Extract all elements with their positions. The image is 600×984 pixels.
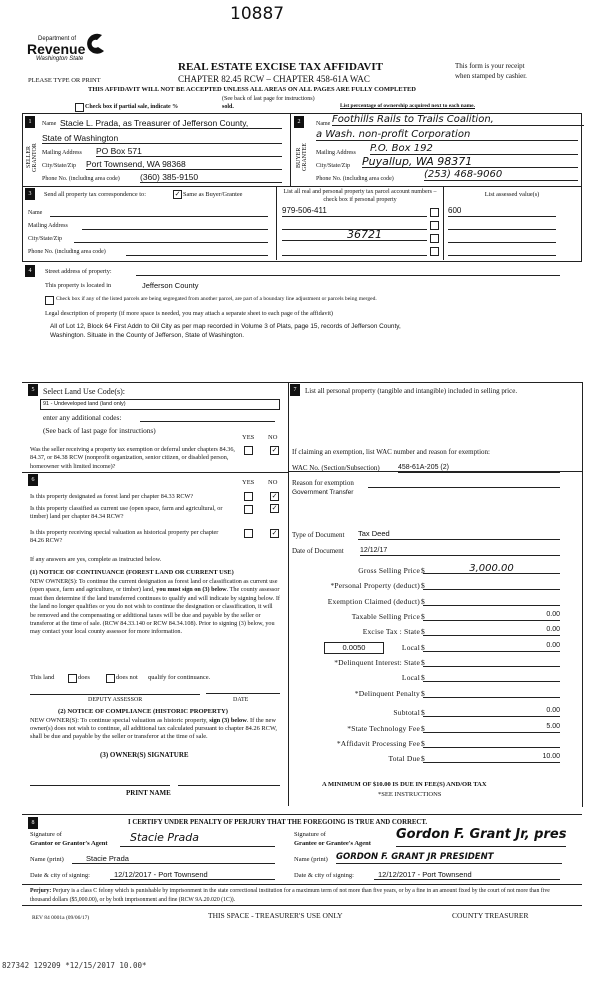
logo-icon	[84, 32, 106, 56]
doc-type-label: Type of Document	[292, 531, 345, 539]
forest-question: Is this property designated as forest land per chapter 84.33 RCW?	[30, 493, 194, 500]
historic-yes-checkbox[interactable]	[244, 529, 253, 538]
label: Mailing Address	[28, 223, 68, 229]
notice-continuance-title: (1) NOTICE OF CONTINUANCE (FOREST LAND OR CURRENT USE)	[30, 569, 234, 576]
amount-field[interactable]: 5.00	[423, 723, 560, 733]
assessed-header: List assessed value(s)	[484, 191, 540, 198]
personal-property-checkbox[interactable]	[430, 247, 439, 256]
warning-text: THIS AFFIDAVIT WILL NOT BE ACCEPTED UNLESS ALL AREAS ON ALL PAGES ARE FULLY COMPLETED	[88, 86, 416, 93]
amount-label: *Affidavit Processing Fee	[336, 739, 420, 748]
forest-no-checkbox[interactable]: ✓	[271, 492, 278, 500]
seller-city-field[interactable]: Port Townsend, WA 98368	[86, 160, 282, 170]
wac-field[interactable]: 458-61A-205 (2)	[398, 464, 560, 473]
buyer-city-field[interactable]: Puyallup, WA 98371	[362, 156, 578, 168]
label: Signature of	[294, 831, 326, 838]
amount-field[interactable]: 0.00	[423, 626, 560, 636]
label: Date & city of signing:	[30, 872, 90, 879]
located-label: This property is located in	[45, 282, 112, 289]
cashier-stamp: 827342 129209 *12/15/2017 10.00*	[2, 961, 147, 970]
label: Phone No. (including area code)	[42, 176, 120, 182]
label: Name (print)	[294, 856, 328, 863]
document-number: 10887	[230, 4, 285, 24]
amount-label: Subtotal	[393, 708, 420, 717]
receipt-note: when stamped by cashier.	[455, 72, 527, 80]
land-use-label: Select Land Use Code(s):	[43, 387, 125, 396]
section-number: 8	[28, 817, 38, 829]
notice-text: NEW OWNER(S): To continue special valuation as historic property,	[30, 717, 210, 724]
additional-codes-field[interactable]	[140, 421, 275, 422]
personal-property-checkbox[interactable]	[430, 221, 439, 230]
logo-text: Department of	[38, 36, 77, 42]
wac-label: WAC No. (Section/Subsection)	[292, 464, 380, 472]
personal-property-label: List all personal property (tangible and intangible) included in selling price.	[305, 387, 518, 395]
section-number: 7	[290, 384, 300, 396]
seller-phone-field[interactable]: (360) 385-9150	[140, 173, 282, 183]
see-instructions: *SEE INSTRUCTIONS	[378, 791, 442, 798]
label: City/State/Zip	[316, 163, 350, 169]
label: Name	[28, 210, 43, 216]
amount-field[interactable]: 10.00	[423, 753, 560, 763]
no-header: NO	[268, 479, 278, 486]
sold-label: sold.	[222, 104, 234, 110]
if-any-note: If any answers are yes, complete as instructed below.	[30, 556, 162, 563]
notice-text-bold: you must sign on (3) below	[156, 586, 227, 594]
divider	[22, 472, 288, 473]
dollar-sign: $	[421, 708, 425, 717]
dollar-sign: $	[421, 673, 425, 682]
dollar-sign: $	[421, 658, 425, 667]
parcel-number-field[interactable]: 979-506-411	[282, 207, 427, 217]
seller-name-field[interactable]: Stacie L. Prada, as Treasurer of Jefferson County,	[60, 119, 282, 129]
grantee-signature[interactable]: Gordon F. Grant Jr, pres	[396, 828, 566, 847]
label: Name (print)	[30, 856, 64, 863]
personal-property-checkbox[interactable]	[430, 208, 439, 217]
treasurer-use-label: THIS SPACE - TREASURER'S USE ONLY	[208, 911, 343, 920]
amount-label: *Delinquent Interest: State	[334, 658, 420, 667]
label: Mailing Address	[316, 150, 356, 156]
grantor-date-field[interactable]: 12/12/2017 - Port Townsend	[110, 871, 275, 880]
assessed-value-field[interactable]: 600	[448, 207, 556, 217]
please-type-text: PLEASE TYPE OR PRINT	[28, 77, 101, 84]
divider	[22, 814, 582, 815]
notice-compliance-title: (2) NOTICE OF COMPLIANCE (HISTORIC PROPERTY)	[58, 708, 228, 715]
correspondence-mailing-field[interactable]	[82, 229, 268, 230]
buyer-name-field[interactable]: Foothills Rails to Trails Coalition,	[332, 115, 584, 126]
legal-description[interactable]: All of Lot 12, Block 64 First Addn to Oil City as per map recorded in Volume 3 of Plats, page 15, records of Jefferson County,	[50, 323, 401, 330]
amount-label: *Personal Property (deduct)	[330, 581, 420, 590]
does-qualify-checkbox[interactable]	[68, 674, 77, 683]
seller-side-label: SELLER GRANTOR	[26, 143, 38, 172]
current-use-yes-checkbox[interactable]	[244, 505, 253, 514]
partial-sale-label: Check box if partial sale, indicate %	[85, 104, 179, 110]
label: Phone No. (including area code)	[316, 176, 394, 182]
notice-text: . The county assessor must then determine if the land transferred continues to qualify and will indicate by signing below. If the land no longer qualifies or you do not wish to continue the designation or classification, it will be removed and the compensating or additional taxes will be due and payable by the seller or transferor at the time of sale. (RCW 84.33.140 or RCW 84.34.108). Prior to signing (3) below, you may contact your local county assessor for more information.	[30, 586, 280, 636]
label: City/State/Zip	[42, 163, 76, 169]
divider	[443, 186, 444, 260]
deputy-assessor-label: DEPUTY ASSESSOR	[88, 697, 143, 703]
section-number: 2	[294, 116, 304, 128]
doc-type-field[interactable]: Tax Deed	[358, 530, 560, 540]
section-number: 6	[28, 474, 38, 486]
street-address-label: Street address of property:	[45, 268, 112, 275]
grantee-date-field[interactable]: 12/12/2017 - Port Townsend	[374, 871, 560, 880]
seller-mailing-field[interactable]: PO Box 571	[96, 147, 282, 157]
buyer-name-field-2[interactable]: a Wash. non-profit Corporation	[316, 130, 578, 141]
exemption-intro: If claiming an exemption, list WAC number and reason for exemption:	[292, 448, 490, 456]
amount-field[interactable]	[423, 738, 560, 748]
dollar-sign: $	[421, 754, 425, 763]
form-revision: REV 84 0001a (09/06/17)	[32, 915, 90, 921]
dollar-sign: $	[421, 566, 425, 575]
assessor-date-line[interactable]	[206, 693, 280, 694]
amount-label: Taxable Selling Price	[351, 612, 420, 621]
divider	[22, 905, 582, 906]
divider	[22, 186, 582, 187]
segregated-label: Check box if any of the listed parcels are being segregated from another parcel, are part of a boundary line adjustment or parcels being merged.	[56, 296, 377, 302]
exemption-question: Was the seller receiving a property tax exemption or deferral under chapters 84.36, 84.37, or 84.38 RCW (nonprofit organization, senior citizen, or disabled person, homeowner with limited income)?	[30, 446, 235, 470]
perjury-notice	[30, 887, 570, 904]
legal-description-label: Legal description of property (if more space is needed, you may attach a separate sheet to each page of the affidavit)	[45, 310, 333, 317]
minimum-notice: A MINIMUM OF $10.00 IS DUE IN FEE(S) AND/OR TAX	[322, 781, 487, 788]
amount-field[interactable]	[423, 688, 560, 698]
amount-field[interactable]: 0.00	[423, 707, 560, 717]
correspondence-city-field[interactable]	[74, 242, 268, 243]
notice-text: NEW OWNER(S): To continue the current designation as forest land or classification as current use (open space, farm and agriculture, or timber) land,	[30, 578, 278, 594]
county-value: Jefferson County	[142, 281, 199, 290]
county-treasurer-label: COUNTY TREASURER	[452, 911, 529, 920]
label: Name	[42, 121, 57, 127]
dollar-sign: $	[421, 612, 425, 621]
amount-field[interactable]	[423, 596, 560, 606]
amount-label: Excise Tax : State	[362, 627, 420, 636]
does-not-qualify-checkbox[interactable]	[106, 674, 115, 683]
additional-codes-label: enter any additional codes:	[43, 413, 122, 422]
notice-text-bold: sign (3) below	[209, 717, 247, 724]
amount-label: Local	[401, 643, 420, 652]
instructions-note: (See back of last page for instructions)	[43, 426, 156, 435]
amount-label: Gross Selling Price	[358, 566, 420, 575]
divider	[288, 382, 289, 806]
logo-text: Washington State	[36, 56, 84, 62]
local-rate-field[interactable]: 0.0050	[324, 642, 384, 654]
reason-field[interactable]: Government Transfer	[292, 489, 354, 496]
amount-field[interactable]: 0.00	[423, 611, 560, 621]
legal-description[interactable]: Washington. Situate in the County of Jefferson, State of Washington.	[50, 332, 245, 339]
form-title: REAL ESTATE EXCISE TAX AFFIDAVIT	[178, 61, 383, 73]
section-number: 4	[25, 265, 35, 277]
does-label: does	[78, 674, 90, 681]
certify-statement: I CERTIFY UNDER PENALTY OF PERJURY THAT THE FOREGOING IS TRUE AND CORRECT.	[128, 819, 428, 826]
street-address-field[interactable]	[136, 275, 560, 276]
instructions-note: (See back of last page for instructions)	[222, 96, 315, 102]
divider	[290, 113, 291, 186]
buyer-side-label: BUYER GRANTEE	[296, 143, 308, 172]
assessed-value-field[interactable]	[448, 246, 556, 256]
label: Grantee or Grantee's Agent	[294, 840, 371, 847]
grantor-signature[interactable]: Stacie Prada	[120, 832, 275, 847]
this-land-label: This land	[30, 674, 55, 681]
notice-compliance-text	[30, 717, 280, 741]
label: Name	[316, 121, 331, 127]
reason-line	[368, 487, 560, 488]
amount-label: *Delinquent Penalty	[354, 689, 420, 698]
amount-field[interactable]	[423, 657, 560, 667]
current-use-question: Is this property classified as current use (open space, farm and agricultural, or timber) land per chapter 84.34 RCW?	[30, 505, 223, 521]
label: Phone No. (including area code)	[28, 249, 106, 255]
amount-field[interactable]	[423, 580, 560, 590]
divider	[276, 186, 277, 260]
reason-label: Reason for exemption	[292, 479, 354, 487]
divider	[22, 884, 582, 885]
amount-label: *State Technology Fee	[347, 724, 420, 733]
perjury-label: Perjury:	[30, 888, 52, 894]
label: Signature of	[30, 831, 62, 838]
yes-header: YES	[242, 434, 255, 441]
amount-label: Total Due	[388, 754, 420, 763]
receipt-note: This form is your receipt	[455, 62, 525, 70]
dollar-sign: $	[421, 643, 425, 652]
same-as-buyer-checkbox[interactable]: ✓	[174, 190, 181, 198]
segregated-checkbox[interactable]	[45, 296, 54, 305]
owner-signature-line[interactable]	[178, 785, 280, 786]
personal-property-checkbox[interactable]	[430, 234, 439, 243]
historic-question: Is this property receiving special valuation as historical property per chapter 84.26 RCW?	[30, 529, 219, 545]
perjury-text: Perjury is a class C felony which is punishable by imprisonment in the state correctional institution for a maximum term of not more than five years, or by a fine in an amount fixed by the court of not more than five thousand dollars ($5,000.00), or by both imprisonment and fine (RCW 9A.20.020 (1C)).	[30, 888, 550, 903]
grantor-name-field[interactable]: Stacie Prada	[72, 855, 275, 864]
qualify-label: qualify for continuance.	[148, 674, 211, 681]
label: Date & city of signing:	[294, 872, 354, 879]
current-use-no-checkbox[interactable]: ✓	[271, 504, 278, 512]
amount-label: Local	[401, 673, 420, 682]
logo-text: Revenue	[27, 41, 86, 57]
buyer-phone-field[interactable]: (253) 468-9060	[424, 170, 578, 181]
assessed-value-field[interactable]	[448, 220, 556, 230]
no-header: NO	[268, 434, 278, 441]
does-not-label: does not	[116, 674, 138, 681]
assessed-value-field[interactable]	[448, 233, 556, 243]
date-label: DATE	[233, 697, 249, 703]
forest-yes-checkbox[interactable]	[244, 492, 253, 501]
dollar-sign: $	[421, 581, 425, 590]
parcel-number-field[interactable]	[282, 246, 427, 256]
dollar-sign: $	[421, 689, 425, 698]
send-correspondence-label: Send all property tax correspondence to:	[44, 191, 146, 198]
label: City/State/Zip	[28, 236, 62, 242]
seller-name-field-2[interactable]: State of Washington	[42, 134, 282, 144]
label: Grantor or Grantor's Agent	[30, 840, 108, 847]
form-chapter: CHAPTER 82.45 RCW – CHAPTER 458-61A WAC	[178, 74, 370, 84]
dollar-sign: $	[421, 627, 425, 636]
dollar-sign: $	[421, 739, 425, 748]
amount-field[interactable]	[423, 672, 560, 682]
dollar-sign: $	[421, 724, 425, 733]
same-as-buyer-label: Same as Buyer/Grantee	[183, 191, 243, 198]
correspondence-phone-field[interactable]	[126, 255, 268, 256]
section-number: 1	[25, 116, 35, 128]
owner-signature-title: (3) OWNER(S) SIGNATURE	[100, 751, 189, 759]
parcel-number-field[interactable]: 36721	[282, 229, 427, 241]
yes-header: YES	[242, 479, 255, 486]
notice-text: . If the new owner(s) does not wish to continue, all additional tax calculated pursuant to chapter 84.26 RCW, shall be due and payable by the seller or transferor at the time of sale.	[30, 717, 277, 740]
parcel-header: List all real and personal property tax parcel account numbers – check box if personal property	[283, 189, 437, 203]
notice-continuance-text	[30, 578, 280, 637]
dollar-sign: $	[421, 597, 425, 606]
buyer-mailing-field[interactable]: P.O. Box 192	[370, 144, 578, 155]
doc-date-label: Date of Document	[292, 547, 344, 555]
amount-field[interactable]: 0.00	[423, 642, 560, 652]
correspondence-name-field[interactable]	[50, 216, 268, 217]
exemption-no-checkbox[interactable]: ✓	[271, 446, 278, 454]
section-number: 3	[25, 188, 35, 200]
grantee-name-field[interactable]: GORDON F. GRANT JR PRESIDENT	[336, 853, 562, 864]
label: Mailing Address	[42, 150, 82, 156]
section-number: 5	[28, 384, 38, 396]
land-use-select[interactable]: 91 - Undeveloped land (land only)	[40, 399, 280, 410]
ownership-note: List percentage of ownership acquired next to each name.	[340, 103, 475, 109]
partial-sale-checkbox[interactable]	[75, 103, 84, 112]
amount-field[interactable]: 3,000.00	[423, 563, 560, 574]
amount-label: Exemption Claimed (deduct)	[327, 597, 420, 606]
deputy-assessor-signature-line[interactable]	[30, 694, 200, 695]
doc-date-field[interactable]: 12/12/17	[360, 547, 560, 556]
print-name-label: PRINT NAME	[126, 789, 171, 797]
owner-signature-line[interactable]	[30, 785, 170, 786]
exemption-yes-checkbox[interactable]	[244, 446, 253, 455]
historic-no-checkbox[interactable]: ✓	[271, 529, 278, 537]
